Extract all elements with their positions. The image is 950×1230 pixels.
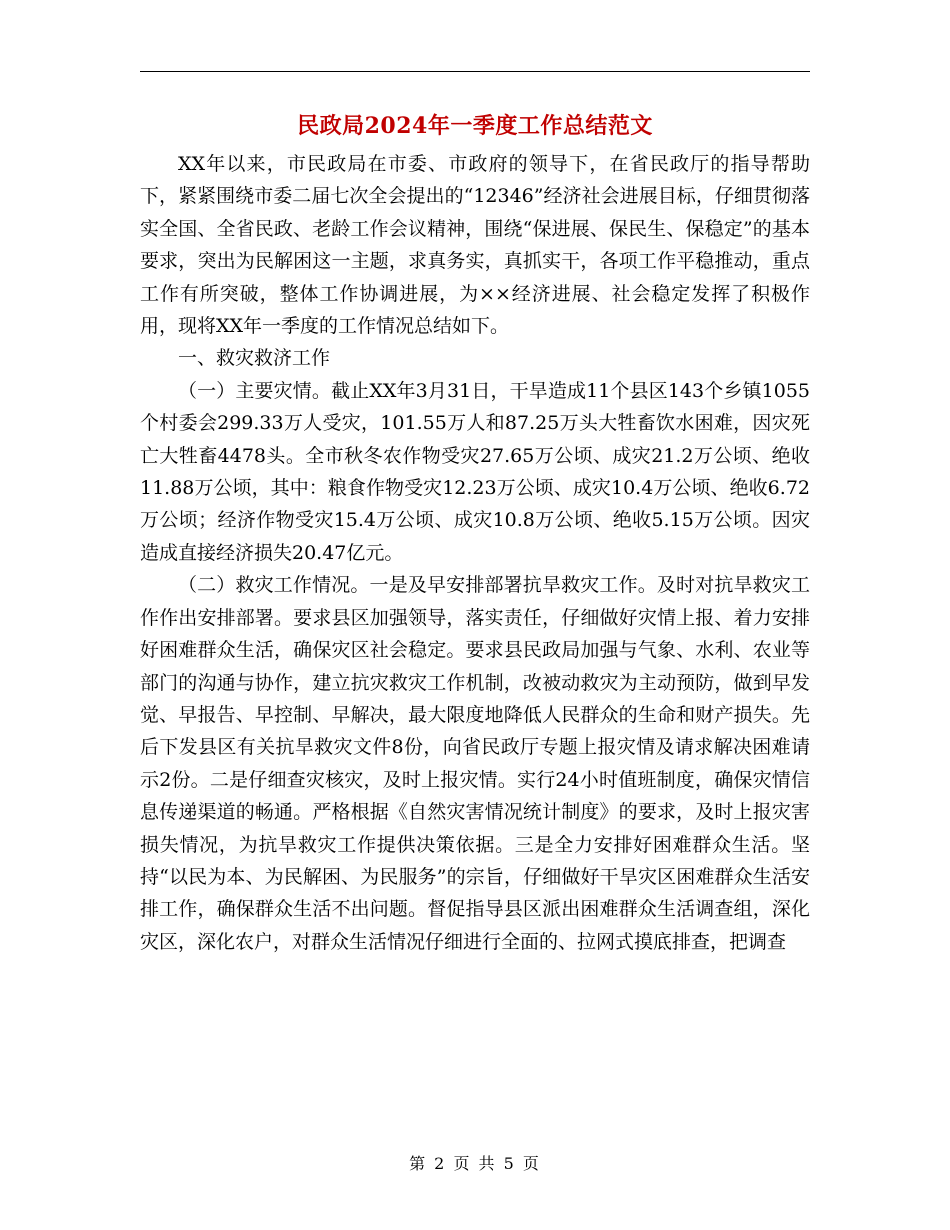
document-title: 民政局2024年一季度工作总结范文 (297, 113, 653, 139)
intro-paragraph: XX年以来，市民政局在市委、市政府的领导下，在省民政厅的指导帮助下，紧紧围绕市委二届七次全会提出的“12346”经济社会进展目标，仔细贯彻落实全国、全省民政、老龄工作会议精神，围绕“保进展、保民生、保稳定”的基本要求，突出为民解困这一主题，求真务实，真抓实干，各项工作平稳推动，重点工作有所突破，整体工作协调进展，为××经济进展、社会稳定发挥了积极作用，现将XX年一季度的工作情况总结如下。 (140, 153, 810, 338)
relief-paragraph: （二）救灾工作情况。一是及早安排部署抗旱救灾工作。及时对抗旱救灾工作作出安排部署。要求县区加强领导，落实责任，仔细做好灾情上报、着力安排好困难群众生活，确保灾区社会稳定。要求县民政局加强与气象、水利、农业等部门的沟通与协作，建立抗灾救灾工作机制，改被动救灾为主动预防，做到早发觉、早报告、早控制、早解决，最大限度地降低人民群众的生命和财产损失。先后下发县区有关抗旱救灾文件8份，向省民政厅专题上报灾情及请求解决困难请示2份。二是仔细查灾核灾，及时上报灾情。实行24小时值班制度，确保灾情信息传递渠道的畅通。严格根据《自然灾害情况统计制度》的要求，及时上报灾害损失情况，为抗旱救灾工作提供决策依据。三是全力安排好困难群众生活。坚持“以民为本、为民解困、为民服务”的宗旨，仔细做好干旱灾区困难群众生活安排工作，确保群众生活不出问题。督促指导县区派出困难群众生活调查组，深化灾区，深化农户，对群众生活情况仔细进行全面的、拉网式摸底排查，把调查 (140, 574, 810, 953)
document-body (140, 148, 810, 958)
disaster-paragraph: （一）主要灾情。截止XX年3月31日，干旱造成11个县区143个乡镇1055个村委会299.33万人受灾，101.55万人和87.25万头大牲畜饮水困难，因灾死亡大牲畜4478头。全市秋冬农作物受灾27.65万公顷、成灾21.2万公顷、绝收11.88万公顷，其中：粮食作物受灾12.23万公顷、成灾10.4万公顷、绝收6.72万公顷；经济作物受灾15.4万公顷、成灾10.8万公顷、绝收5.15万公顷。因灾造成直接经济损失20.47亿元。 (140, 379, 810, 564)
page-number: 第 2 页 共 5 页 (409, 1154, 541, 1173)
header-rule (140, 71, 810, 72)
section-heading: 一、救灾救济工作 (178, 347, 331, 370)
